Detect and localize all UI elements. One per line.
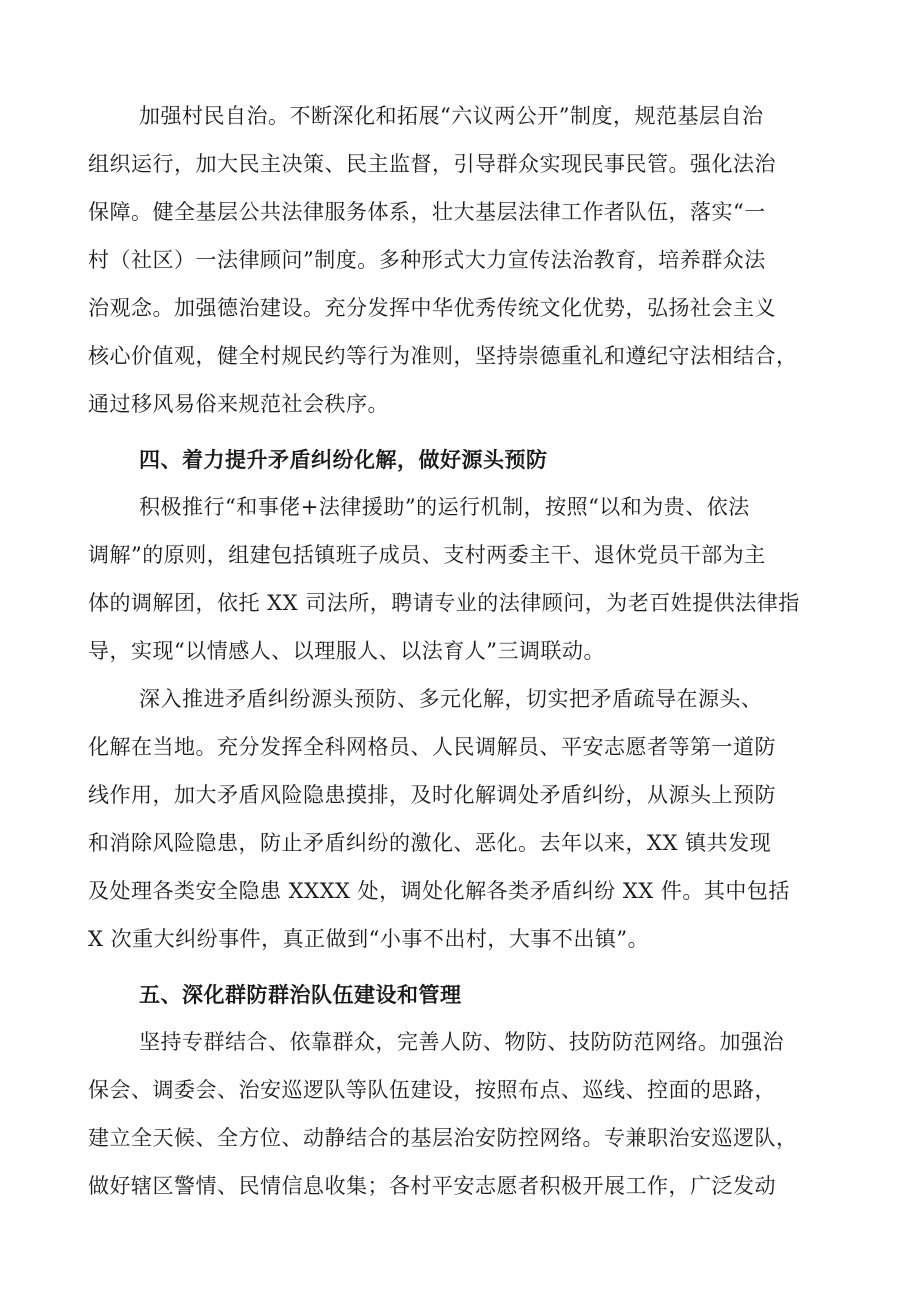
- paragraph-line: 调解”的原则，组建包括镇班子成员、支村两委主干、退休党员干部为主: [88, 543, 766, 567]
- paragraph-line: 和消除风险隐患，防止矛盾纠纷的激化、恶化。去年以来，XX 镇共发现: [88, 831, 772, 855]
- paragraph-line: 加强村民自治。不断深化和拓展“六议两公开”制度，规范基层自治: [139, 104, 764, 128]
- paragraph-line: 村（社区）一法律顾问”制度。多种形式大力宣传法治教育，培养群众法: [88, 248, 766, 272]
- section-heading-5: 五、深化群防群治队伍建设和管理: [139, 983, 462, 1007]
- paragraph-line: 保会、调委会、治安巡逻队等队伍建设，按照布点、巡线、控面的思路，: [88, 1078, 776, 1102]
- paragraph-line: 坚持专群结合、依靠群众，完善人防、物防、技防防范网络。加强治: [139, 1030, 784, 1054]
- paragraph-line: 建立全天候、全方位、动静结合的基层治安防控网络。专兼职治安巡逻队，: [88, 1126, 798, 1150]
- paragraph-line: 化解在当地。充分发挥全科网格员、人民调解员、平安志愿者等第一道防: [88, 735, 776, 759]
- paragraph-line: 通过移风易俗来规范社会秩序。: [88, 392, 389, 416]
- paragraph-line: 治观念。加强德治建设。充分发挥中华优秀传统文化优势，弘扬社会主义: [88, 296, 776, 320]
- paragraph-line: 导，实现“以情感人、以理服人、以法育人”三调联动。: [88, 639, 605, 663]
- paragraph-line: 深入推进矛盾纠纷源头预防、多元化解，切实把矛盾疏导在源头、: [139, 687, 763, 711]
- paragraph-line: 及处理各类安全隐患 XXXX 处，调处化解各类矛盾纠纷 XX 件。其中包括: [88, 879, 790, 903]
- paragraph-line: 组织运行，加大民主决策、民主监督，引导群众实现民事民管。强化法治: [88, 152, 776, 176]
- paragraph-line: X 次重大纠纷事件，真正做到“小事不出村，大事不出镇”。: [88, 927, 650, 951]
- paragraph-line: 积极推行“和事佬+法律援助”的运行机制，按照“以和为贵、依法: [139, 495, 750, 519]
- paragraph-line: 做好辖区警情、民情信息收集；各村平安志愿者积极开展工作，广泛发动: [88, 1174, 776, 1198]
- paragraph-line: 线作用，加大矛盾风险隐患摸排，及时化解调处矛盾纠纷，从源头上预防: [88, 783, 776, 807]
- section-heading-4: 四、着力提升矛盾纠纷化解，做好源头预防: [139, 448, 548, 472]
- paragraph-line: 体的调解团，依托 XX 司法所，聘请专业的法律顾问，为老百姓提供法律指: [88, 591, 800, 615]
- paragraph-line: 保障。健全基层公共法律服务体系，壮大基层法律工作者队伍，落实“一: [88, 200, 766, 224]
- paragraph-line: 核心价值观，健全村规民约等行为准则，坚持崇德重礼和遵纪守法相结合，: [88, 344, 798, 368]
